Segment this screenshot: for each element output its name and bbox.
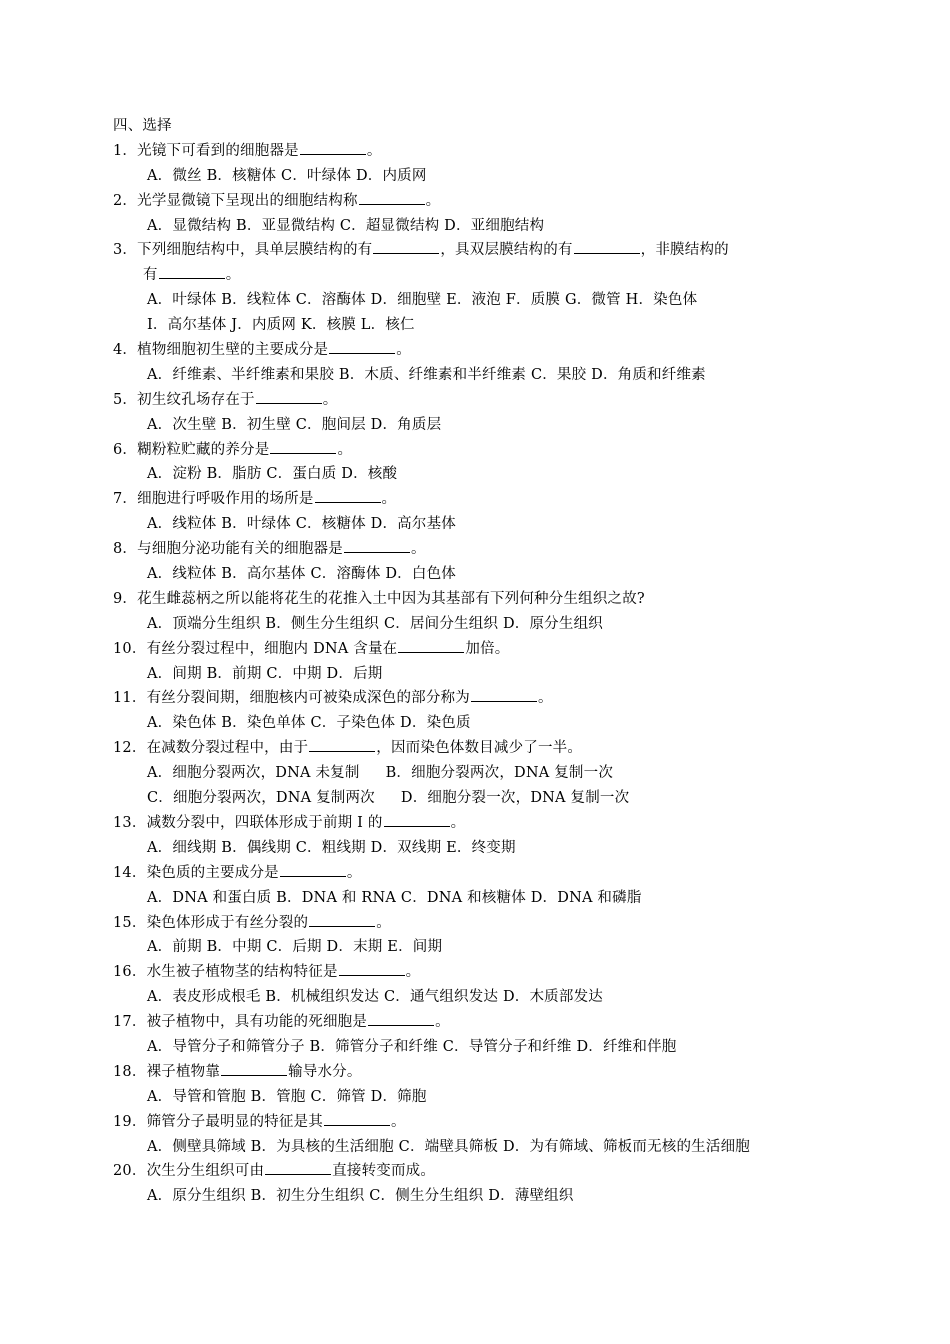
option-row xyxy=(113,711,848,736)
question-text: 在减数分裂过程中，由于 xyxy=(146,740,309,757)
question-number: 15． xyxy=(113,914,147,931)
option-row xyxy=(113,786,848,811)
question-text: 次生分生组织可由 xyxy=(146,1163,265,1180)
option-row xyxy=(113,761,848,786)
question-text: 直接转变而成。 xyxy=(332,1163,436,1180)
question-text: 。 xyxy=(435,1014,450,1031)
question-text: 水生被子植物茎的结构特征是 xyxy=(146,964,338,981)
section-title: 四、选择 xyxy=(113,118,172,134)
question-text: 。 xyxy=(225,267,241,284)
question-text: 光镜下可看到的细胞器是 xyxy=(137,142,299,159)
question-stem xyxy=(113,686,848,711)
question-number: 11． xyxy=(113,690,147,707)
question-number: 4． xyxy=(113,342,138,359)
question-7 xyxy=(113,487,848,537)
question-19 xyxy=(113,1110,848,1160)
question-number: 6． xyxy=(113,441,138,458)
question-5 xyxy=(113,388,848,438)
option-row xyxy=(113,512,848,537)
answer-blank[interactable] xyxy=(368,1013,434,1026)
answer-blank[interactable] xyxy=(398,640,464,653)
question-text: 有丝分裂过程中，细胞内 DNA 含量在 xyxy=(146,640,398,657)
option-row xyxy=(113,886,848,911)
question-15 xyxy=(113,911,848,961)
question-text: 减数分裂中，四联体形成于前期 I 的 xyxy=(146,814,383,831)
option-text: A．导管和管胞 B．管胞 C．筛管 D．筛胞 xyxy=(147,1088,427,1105)
question-text: 输导水分。 xyxy=(288,1063,362,1080)
question-4 xyxy=(113,338,848,388)
option-row xyxy=(113,836,848,861)
option-row xyxy=(113,462,848,487)
question-stem xyxy=(113,960,848,985)
question-text: 。 xyxy=(537,690,553,707)
option-text: A．细胞分裂两次，DNA 未复制 xyxy=(147,765,360,782)
question-stem xyxy=(113,1159,848,1184)
question-stem xyxy=(113,736,848,761)
question-12 xyxy=(113,736,848,811)
question-stem-continued xyxy=(113,263,848,288)
question-text: 被子植物中，具有功能的死细胞是 xyxy=(146,1014,368,1031)
question-20 xyxy=(113,1159,848,1209)
option-text: A．次生壁 B．初生壁 C．胞间层 D．角质层 xyxy=(147,416,442,433)
question-number: 20． xyxy=(113,1163,147,1180)
question-2 xyxy=(113,189,848,239)
question-text: 。 xyxy=(376,914,391,931)
answer-blank[interactable] xyxy=(344,540,410,553)
question-stem xyxy=(113,189,848,214)
answer-blank[interactable] xyxy=(265,1162,331,1175)
option-row xyxy=(113,1184,848,1209)
question-number: 13． xyxy=(113,814,147,831)
question-text: 光学显微镜下呈现出的细胞结构称 xyxy=(137,192,358,209)
option-text: I．高尔基体 J．内质网 K．核膜 L．核仁 xyxy=(147,317,415,334)
question-14 xyxy=(113,861,848,911)
option-text: A．间期 B．前期 C．中期 D．后期 xyxy=(147,665,383,682)
option-row xyxy=(113,612,848,637)
question-text: 。 xyxy=(322,391,338,408)
question-10 xyxy=(113,637,848,687)
answer-blank[interactable] xyxy=(574,241,640,254)
option-text: A．染色体 B．染色单体 C．子染色体 D．染色质 xyxy=(147,715,471,732)
answer-blank[interactable] xyxy=(384,814,450,827)
question-number: 14． xyxy=(113,864,147,881)
answer-blank[interactable] xyxy=(309,739,375,752)
question-text: 。 xyxy=(381,491,397,508)
answer-blank[interactable] xyxy=(300,142,366,155)
question-13 xyxy=(113,811,848,861)
question-stem xyxy=(113,487,848,512)
answer-blank[interactable] xyxy=(221,1063,287,1076)
question-stem xyxy=(113,1060,848,1085)
question-text: 。 xyxy=(405,964,421,981)
question-text: 糊粉粒贮藏的养分是 xyxy=(137,441,270,458)
question-text: ，具双层膜结构的有 xyxy=(440,242,573,259)
question-number: 9． xyxy=(113,590,138,607)
question-text: 初生纹孔场存在于 xyxy=(137,391,255,408)
question-text: 裸子植物靠 xyxy=(146,1063,221,1080)
question-text: 。 xyxy=(366,142,382,159)
question-stem xyxy=(113,811,848,836)
answer-blank[interactable] xyxy=(280,864,346,877)
option-text: C．细胞分裂两次，DNA 复制两次 xyxy=(147,790,375,807)
question-text: 。 xyxy=(337,441,353,458)
question-number: 3． xyxy=(113,242,138,259)
question-number: 2． xyxy=(113,192,138,209)
question-stem xyxy=(113,1010,848,1035)
question-stem xyxy=(113,1110,848,1135)
question-18 xyxy=(113,1060,848,1110)
question-text: 。 xyxy=(410,541,426,558)
answer-blank[interactable] xyxy=(324,1113,390,1126)
question-stem xyxy=(113,438,848,463)
option-row xyxy=(113,1035,848,1060)
option-text: A．细线期 B．偶线期 C．粗线期 D．双线期 E．终变期 xyxy=(147,839,516,856)
answer-blank[interactable] xyxy=(339,963,405,976)
option-text: A．原分生组织 B．初生分生组织 C．侧生分生组织 D．薄壁组织 xyxy=(147,1188,574,1205)
question-text: 。 xyxy=(425,192,441,209)
option-text: A．前期 B．中期 C．后期 D．末期 E．间期 xyxy=(147,939,443,956)
option-text: A．顶端分生组织 B．侧生分生组织 C．居间分生组织 D．原分生组织 xyxy=(147,615,603,632)
option-text: A．DNA 和蛋白质 B．DNA 和 RNA C．DNA 和核糖体 D．DNA 和磷脂 xyxy=(147,889,642,906)
answer-blank[interactable] xyxy=(471,689,537,702)
option-row xyxy=(113,1085,848,1110)
question-stem xyxy=(113,388,848,413)
question-stem xyxy=(113,637,848,662)
option-row xyxy=(113,985,848,1010)
question-number: 5． xyxy=(113,391,138,408)
question-text: 与细胞分泌功能有关的细胞器是 xyxy=(137,541,343,558)
question-text: 。 xyxy=(346,864,362,881)
option-row xyxy=(113,214,848,239)
question-number: 12． xyxy=(113,740,147,757)
answer-blank[interactable] xyxy=(329,341,395,354)
question-text: 染色质的主要成分是 xyxy=(146,864,279,881)
question-number: 16． xyxy=(113,964,147,981)
question-number: 1． xyxy=(113,142,138,159)
answer-blank[interactable] xyxy=(315,490,381,503)
question-text: 植物细胞初生壁的主要成分是 xyxy=(137,342,329,359)
question-text: 。 xyxy=(390,1113,406,1130)
option-text: D．细胞分裂一次，DNA 复制一次 xyxy=(400,790,630,807)
question-stem xyxy=(113,139,848,164)
question-stem xyxy=(113,861,848,886)
question-8 xyxy=(113,537,848,587)
question-text: 有丝分裂间期，细胞核内可被染成深色的部分称为 xyxy=(146,690,470,707)
option-text: A．侧壁具筛域 B．为具核的生活细胞 C．端壁具筛板 D．为有筛域、筛板而无核的生活细胞 xyxy=(147,1138,750,1155)
question-16 xyxy=(113,960,848,1010)
option-text: A．线粒体 B．叶绿体 C．核糖体 D．高尔基体 xyxy=(147,516,456,533)
question-text: 染色体形成于有丝分裂的 xyxy=(146,914,309,931)
question-number: 17． xyxy=(113,1014,147,1031)
question-text: 细胞进行呼吸作用的场所是 xyxy=(137,491,314,508)
option-row xyxy=(113,164,848,189)
question-list xyxy=(113,139,848,1209)
question-stem xyxy=(113,911,848,936)
answer-blank[interactable] xyxy=(373,241,439,254)
question-6 xyxy=(113,438,848,488)
question-stem xyxy=(113,238,848,263)
option-row xyxy=(113,313,848,338)
question-text: 筛管分子最明显的特征是其 xyxy=(146,1113,323,1130)
question-number: 18． xyxy=(113,1063,147,1080)
option-text: A．显微结构 B．亚显微结构 C．超显微结构 D．亚细胞结构 xyxy=(147,217,545,234)
option-text: A．导管分子和筛管分子 B．筛管分子和纤维 C．导管分子和纤维 D．纤维和伴胞 xyxy=(147,1038,677,1055)
question-text: ，因而染色体数目减少了一半。 xyxy=(376,740,583,757)
question-number: 19． xyxy=(113,1113,147,1130)
answer-blank[interactable] xyxy=(270,441,336,454)
question-1 xyxy=(113,139,848,189)
option-text: B．细胞分裂两次，DNA 复制一次 xyxy=(385,765,614,782)
question-text: 花生雌蕊柄之所以能将花生的花推入土中因为其基部有下列何种分生组织之故? xyxy=(137,590,645,607)
question-stem xyxy=(113,537,848,562)
question-number: 10． xyxy=(113,640,147,657)
option-row xyxy=(113,935,848,960)
question-text: 有 xyxy=(143,267,158,284)
option-text: A．叶绿体 B．线粒体 C．溶酶体 D．细胞壁 E．液泡 F．质膜 G．微管 H．染色体 xyxy=(147,292,698,309)
option-row xyxy=(113,363,848,388)
option-text: A．线粒体 B．高尔基体 C．溶酶体 D．白色体 xyxy=(147,566,456,583)
question-stem xyxy=(113,587,848,612)
question-text: 加倍。 xyxy=(465,640,510,657)
question-text: ，非膜结构的 xyxy=(640,242,729,259)
question-3 xyxy=(113,238,848,338)
answer-blank[interactable] xyxy=(256,391,322,404)
question-stem xyxy=(113,338,848,363)
option-row xyxy=(113,413,848,438)
question-text: 。 xyxy=(396,342,411,359)
option-text: A．纤维素、半纤维素和果胶 B．木质、纤维素和半纤维素 C．果胶 D．角质和纤维素 xyxy=(147,366,706,383)
answer-blank[interactable] xyxy=(309,914,375,927)
option-text: A．表皮形成根毛 B．机械组织发达 C．通气组织发达 D．木质部发达 xyxy=(147,989,603,1006)
question-text: 。 xyxy=(450,814,466,831)
question-11 xyxy=(113,686,848,736)
option-row xyxy=(113,562,848,587)
question-number: 8． xyxy=(113,541,138,558)
question-number: 7． xyxy=(113,491,138,508)
option-row xyxy=(113,288,848,313)
question-17 xyxy=(113,1010,848,1060)
option-row xyxy=(113,662,848,687)
option-text: A．淀粉 B．脂肪 C．蛋白质 D．核酸 xyxy=(147,466,398,483)
option-text: A．微丝 B．核糖体 C．叶绿体 D．内质网 xyxy=(147,167,427,184)
answer-blank[interactable] xyxy=(359,192,425,205)
question-text: 下列细胞结构中，具单层膜结构的有 xyxy=(137,242,373,259)
option-row xyxy=(113,1135,848,1160)
question-9 xyxy=(113,587,848,637)
answer-blank[interactable] xyxy=(159,266,225,279)
document-page xyxy=(113,114,848,1209)
